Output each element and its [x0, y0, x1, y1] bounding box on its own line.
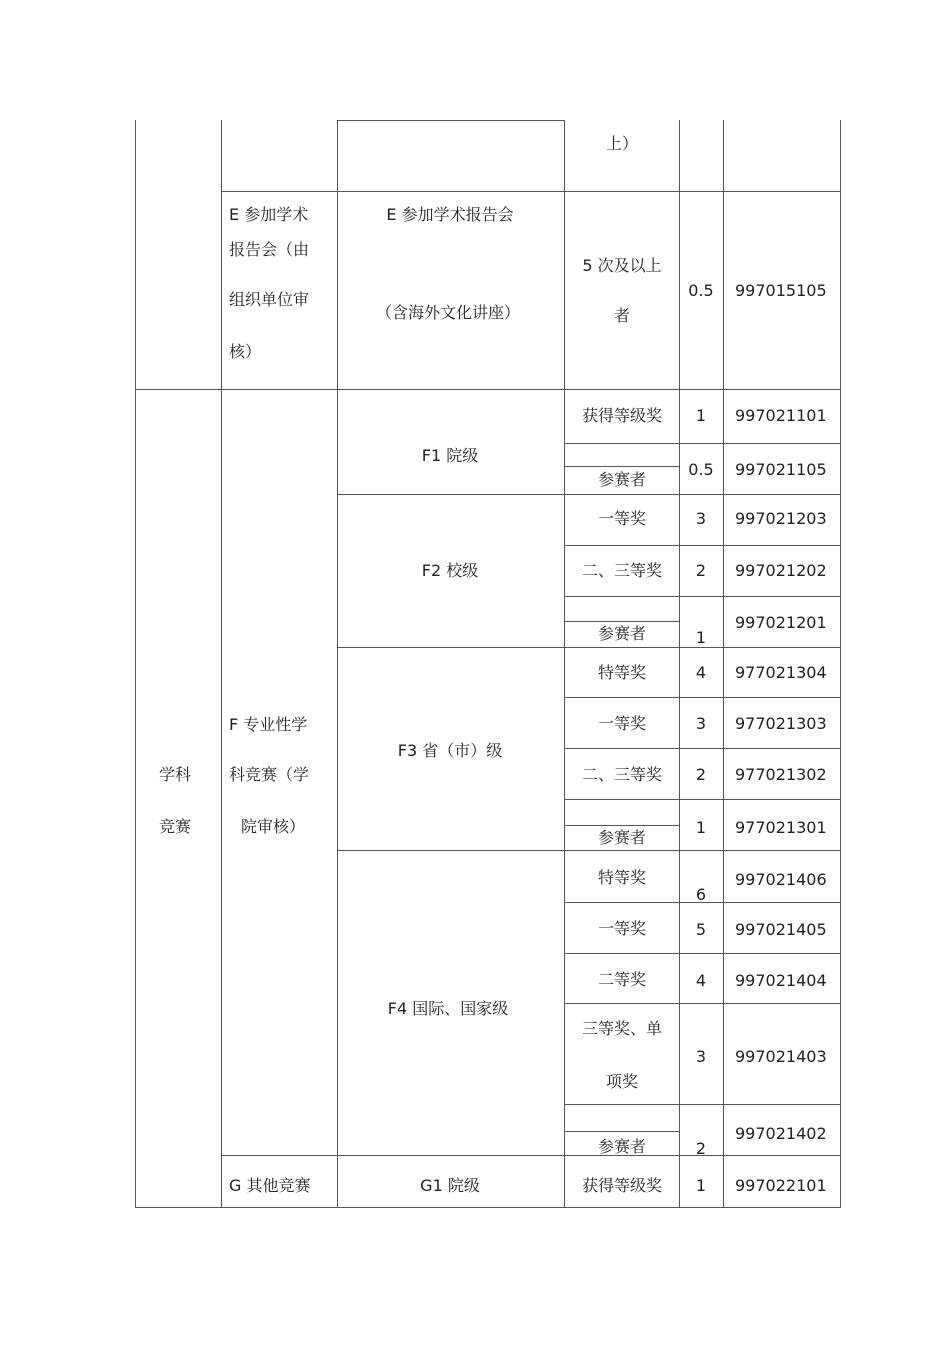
level-cell-text: 5 次及以上	[582, 256, 662, 275]
table-col-line	[564, 120, 565, 1208]
code-cell-text: 997021105	[735, 460, 827, 479]
award-cell-text: 一等奖	[597, 509, 647, 528]
score-cell-text: 1	[695, 406, 707, 425]
table-row-line	[564, 1104, 840, 1105]
table-row-line	[564, 799, 840, 800]
code-cell-text: 977021301	[735, 818, 827, 837]
table-row-line	[564, 443, 840, 444]
category-cell-text: 科竞赛（学	[229, 765, 310, 784]
code-cell-text: 977021303	[735, 714, 827, 733]
score-cell-text: 3	[695, 714, 707, 733]
table-row-line	[564, 1131, 679, 1132]
table-row-line	[564, 1003, 840, 1004]
item-cell-text: （含海外文化讲座）	[375, 303, 521, 322]
score-cell-text: 3	[695, 1047, 707, 1066]
table-row-line	[723, 902, 840, 903]
award-cell-text: 项奖	[605, 1072, 639, 1091]
table-row-line	[337, 647, 840, 648]
table-row-line	[564, 596, 840, 597]
category-cell-text: G 其他竞赛	[229, 1176, 311, 1195]
code-cell-text: 997015105	[735, 281, 827, 300]
score-cell-text: 3	[695, 509, 707, 528]
table-col-line	[679, 120, 680, 1208]
item-cell-text: F1 院级	[421, 446, 479, 465]
code-cell-text: 997021406	[735, 870, 827, 889]
score-cell-text: 0.5	[688, 460, 714, 479]
table-row-line	[564, 953, 840, 954]
score-cell-text: 1	[695, 628, 707, 647]
table-row-line	[221, 191, 840, 192]
score-cell-text: 0.5	[688, 281, 714, 300]
award-cell-text: 参赛者	[597, 624, 647, 643]
table-row-line	[564, 748, 840, 749]
award-cell-text: 获得等级奖	[581, 406, 663, 425]
score-cell-text: 5	[695, 920, 707, 939]
table-border-left	[135, 120, 136, 1208]
award-cell-text: 参赛者	[597, 828, 647, 847]
group-cell-text: 学科	[158, 765, 192, 784]
table-row-line	[221, 1155, 840, 1156]
award-cell-text: 参赛者	[597, 470, 647, 489]
item-cell-text: E 参加学术报告会	[386, 205, 514, 224]
award-cell-text: 二、三等奖	[581, 765, 663, 784]
award-cell-text: 二等奖	[597, 970, 647, 989]
table-border-right	[840, 120, 841, 1208]
award-cell-text: 一等奖	[597, 714, 647, 733]
score-cell-text: 2	[695, 561, 707, 580]
code-cell-text: 977021302	[735, 765, 827, 784]
score-cell-text: 1	[695, 1176, 707, 1195]
score-cell-text: 6	[695, 885, 707, 904]
score-cell-text: 4	[695, 971, 707, 990]
score-cell-text: 2	[695, 765, 707, 784]
table-row-line	[564, 621, 679, 622]
category-cell-text: 报告会（由	[229, 240, 310, 259]
code-cell-text: 997021403	[735, 1047, 827, 1066]
award-cell-text: 三等奖、单	[581, 1019, 663, 1038]
award-cell-text: 二、三等奖	[581, 561, 663, 580]
table-row-line	[564, 825, 679, 826]
item-cell-text: G1 院级	[420, 1176, 480, 1195]
table-row-line	[337, 120, 564, 121]
table-row-line	[337, 494, 840, 495]
category-cell-text: 核）	[229, 342, 262, 361]
category-cell-text: 组织单位审	[229, 290, 310, 309]
level-cell-text: 者	[613, 306, 631, 325]
category-cell-text: F 专业性学	[229, 715, 308, 734]
code-cell-text: 997021404	[735, 971, 827, 990]
category-cell-text: 院审核）	[241, 817, 306, 836]
score-cell-text: 2	[695, 1139, 707, 1158]
table-row-line	[564, 697, 840, 698]
table-border-bottom	[135, 1207, 840, 1208]
category-cell-text: E 参加学术	[229, 205, 309, 224]
award-cell-text: 特等奖	[597, 663, 647, 682]
code-cell-text: 997021101	[735, 406, 827, 425]
code-cell-text: 997021402	[735, 1124, 827, 1143]
code-cell-text: 997022101	[735, 1176, 827, 1195]
table-col-line	[337, 120, 338, 1208]
code-cell-text: 997021202	[735, 561, 827, 580]
code-cell-text: 997021201	[735, 613, 827, 632]
table-col-line	[723, 120, 724, 1208]
item-cell-text: F4 国际、国家级	[387, 999, 509, 1018]
table-row-line	[135, 389, 840, 390]
award-cell-text: 参赛者	[597, 1137, 647, 1156]
score-cell-text: 4	[695, 663, 707, 682]
code-cell-text: 997021405	[735, 920, 827, 939]
group-cell-text: 竞赛	[158, 817, 192, 836]
award-cell-text: 一等奖	[597, 919, 647, 938]
code-cell-text: 997021203	[735, 509, 827, 528]
score-cell-text: 1	[695, 818, 707, 837]
level-cell-text: 上）	[605, 134, 639, 153]
table-row-line	[337, 850, 840, 851]
award-cell-text: 获得等级奖	[581, 1176, 663, 1195]
table-col-line	[221, 120, 222, 1208]
award-cell-text: 特等奖	[597, 868, 647, 887]
table-row-line	[564, 466, 679, 467]
item-cell-text: F3 省（市）级	[397, 741, 503, 760]
code-cell-text: 977021304	[735, 663, 827, 682]
table-row-line	[564, 545, 840, 546]
item-cell-text: F2 校级	[421, 561, 479, 580]
